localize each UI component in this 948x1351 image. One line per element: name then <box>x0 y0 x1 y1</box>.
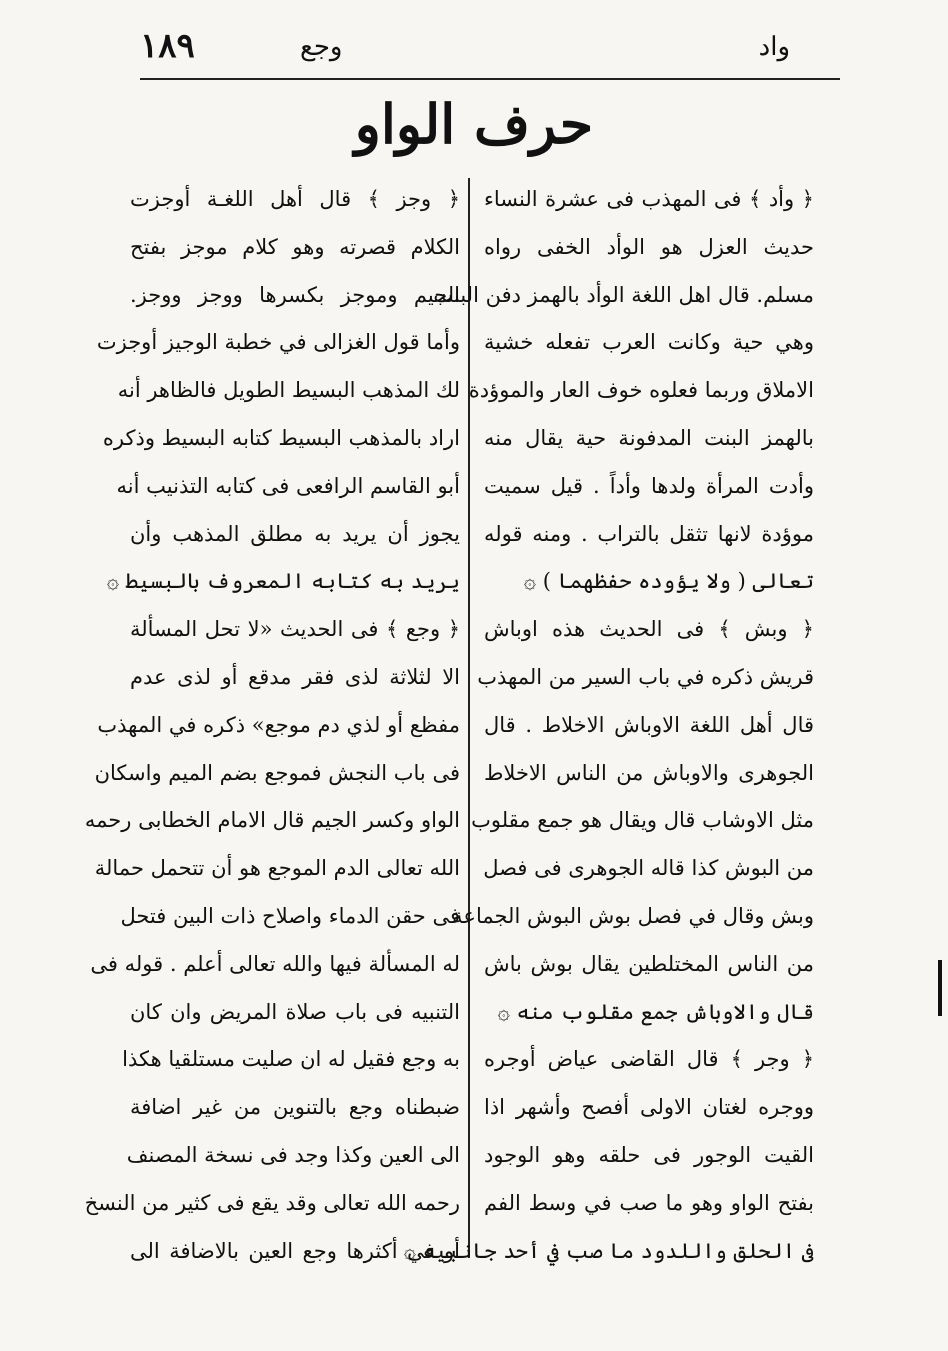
text-line: له المسألة فيها والله تعالى أعلم . قوله فى <box>90 951 460 976</box>
text-line: الواو وكسر الجيم قال الامام الخطابى رحمه <box>84 808 460 833</box>
text-line: لك المذهب البسيط الطويل فالظاهر أنه <box>117 378 460 403</box>
text-line: مفظع أو لذي دم موجع» ذكره في المهذب <box>97 712 460 737</box>
text-line: الجيم وموجز بكسرها ووجز ووجز. <box>130 282 460 307</box>
text-line: وهي حية وكانت العرب تفعله خشية <box>484 330 814 355</box>
text-line: بفتح الواو وهو ما صب في وسط الفم <box>484 1190 814 1215</box>
text-line: تعالى ( ولا يؤوده حفظهما ) ۞ <box>523 569 814 594</box>
text-line: وأما قول الغزالى في خطبة الوجيز أوجزت <box>96 330 460 355</box>
text-line: أو في أكثرها وجع العين بالاضافة الى <box>130 1238 460 1263</box>
margin-mark <box>938 960 942 1016</box>
text-line: مثل الاوشاب قال ويقال هو جمع مقلوب <box>471 808 814 833</box>
chapter-title: حرف الواو <box>354 92 594 156</box>
text-line: به وجع فقيل له ان صليت مستلقيا هكذا <box>122 1047 460 1072</box>
text-line: من البوش كذا قاله الجوهرى فى فصل <box>483 856 814 881</box>
text-line: الاملاق وربما فعلوه خوف العار والموؤدة <box>468 378 814 403</box>
text-line: أبو القاسم الرافعى فى كتابه التذنيب أنه <box>116 473 460 498</box>
text-line: التنبيه فى باب صلاة المريض وان كان <box>130 999 460 1024</box>
header-rule <box>140 78 840 80</box>
text-line: يريد به كتابه المعروف بالبسيط ۞ <box>106 569 460 594</box>
text-line: موؤدة لانها تثقل بالتراب . ومنه قوله <box>484 521 814 546</box>
text-line: بالهمز البنت المدفونة حية يقال منه <box>484 425 814 450</box>
text-line: الكلام قصرته وهو كلام موجز بفتح <box>130 234 460 259</box>
text-line: ﴿ وجع ﴾ فى الحديث «لا تحل المسألة <box>130 617 460 642</box>
text-line: قال والاوباش جمع مقلوب منه ۞ <box>497 999 814 1024</box>
text-line: قال أهل اللغة الاوباش الاخلاط . قال <box>484 712 814 737</box>
text-line: من الناس المختلطين يقال بوش باش <box>484 951 814 976</box>
text-line: يجوز أن يريد به مطلق المذهب وأن <box>130 521 460 546</box>
text-line: اراد بالمذهب البسيط كتابه البسيط وذكره <box>102 425 460 450</box>
running-header <box>140 26 820 76</box>
text-line: مسلم. قال اهل اللغة الوأد بالهمز دفن البنت <box>433 282 814 307</box>
left-column <box>84 176 460 1275</box>
text-line: القيت الوجور فى حلقه وهو الوجود <box>484 1142 814 1167</box>
text-line: الى العين وكذا وجد فى نسخة المصنف <box>126 1142 460 1167</box>
text-line: وبش وقال في فصل بوش البوش الجماعة <box>452 903 814 928</box>
text-line: رحمه الله تعالى وقد يقع فى كثير من النسخ <box>84 1190 460 1215</box>
text-line: ﴿ وبش ﴾ فى الحديث هذه اوباش <box>484 617 814 642</box>
text-line: حديث العزل هو الوأد الخفى رواه <box>484 234 814 259</box>
text-line: ﴿ وأد ﴾ فى المهذب فى عشرة النساء <box>484 187 814 211</box>
text-line: فى الحلق واللدود ما صب في أحد جانبيه ۞ <box>403 1238 814 1263</box>
text-line: وأدت المرأة ولدها وأداً . قيل سميت <box>484 473 814 498</box>
page-number: ١٨٩ <box>140 26 195 66</box>
right-column <box>403 176 814 1275</box>
text-line: ﴿ وجز ﴾ قال أهل اللغـة أوجزت <box>130 187 460 211</box>
text-line: فى حقن الدماء واصلاح ذات البين فتحل <box>120 903 460 928</box>
header-keyword-left: وجع <box>300 32 343 62</box>
text-line: الا لثلاثة لذى فقر مدقع أو لذى عدم <box>130 664 460 689</box>
text-line: ضبطناه وجع بالتنوين من غير اضافة <box>130 1095 460 1120</box>
text-line: فى باب النجش فموجع بضم الميم واسكان <box>94 760 460 785</box>
header-keyword-right: واد <box>758 32 790 62</box>
text-line: الجوهرى والاوباش من الناس الاخلاط <box>484 760 814 785</box>
text-line: الله تعالى الدم الموجع هو أن تتحمل حمالة <box>94 856 460 881</box>
text-line: ﴿ وجر ﴾ قال القاضى عياض أوجره <box>484 1047 814 1072</box>
column-divider <box>468 178 470 1258</box>
text-line: ووجره لغتان الاولى أفصح وأشهر اذا <box>484 1095 814 1120</box>
text-line: قريش ذكره في باب السير من المهذب <box>477 664 814 689</box>
